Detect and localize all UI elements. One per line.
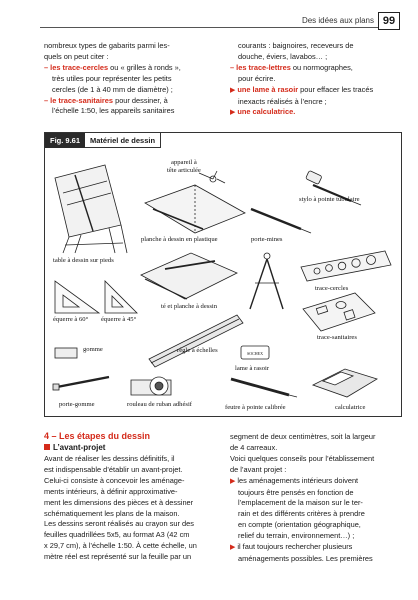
sanitary-template-illustration — [303, 293, 375, 331]
list-item: – le trace-sanitaires pour dessiner, à — [44, 95, 168, 105]
text-line: quels on peut citer : — [44, 51, 109, 61]
figure-illustrations — [45, 133, 403, 418]
list-term: les trace-lettres — [236, 62, 291, 72]
subsection-title — [44, 443, 105, 452]
bottom-left-column — [44, 454, 214, 563]
text-line: Les dessins seront réalisés au crayon sur des — [44, 519, 194, 529]
circle-template-illustration — [301, 251, 391, 281]
list-term: une lame à rasoir — [237, 84, 299, 94]
list-item — [230, 85, 392, 97]
drawing-table-illustration — [55, 165, 127, 253]
subsection-label: L’avant-projet — [53, 443, 106, 452]
text-line: très utiles pour représenter les petits — [52, 73, 172, 83]
mechanical-pencil-illustration — [251, 209, 311, 233]
red-triangle-bullet-icon: ▶ — [230, 544, 238, 552]
figure-drawing-materials — [44, 132, 402, 417]
text-line: schématiquement les plans de la maison. — [44, 508, 180, 518]
t-square-board-illustration — [141, 253, 237, 299]
caption-eraser: gomme — [83, 346, 103, 353]
caption-set-square-45: équerre à 45° — [101, 316, 137, 323]
scale-ruler-illustration — [149, 315, 243, 367]
eraser-holder-illustration — [53, 377, 109, 390]
list-term: le trace-sanitaires — [50, 95, 114, 105]
figure-number: Fig. 9.61 — [45, 133, 85, 148]
text-line: mètre réel est représenté sur la feuille par un — [44, 552, 192, 562]
text-line: l’échelle 1:50, les appareils sanitaires — [52, 106, 175, 116]
list-text: il faut toujours rechercher plusieurs — [237, 542, 353, 552]
list-item — [230, 107, 392, 119]
text-line: cercles (de 1 à 40 mm de diamètre) ; — [52, 84, 173, 94]
text-line: inexacts réalisés à l’encre ; — [238, 96, 327, 106]
top-left-column — [44, 41, 214, 117]
caption-plastic-board: planche à dessin en plastique — [141, 236, 218, 243]
text-line: ment les dimensions des pièces et à dessiner — [44, 497, 194, 507]
caption-circle-template: trace-cercles — [315, 285, 349, 292]
text-line: nombreux types de gabarits parmi les- — [44, 41, 170, 50]
red-square-icon — [44, 444, 50, 450]
tape-roll-illustration — [131, 377, 171, 395]
text-line: aménagements possibles. Les premières — [238, 553, 373, 563]
text-line: pour écrire. — [238, 73, 276, 83]
text-line: de 4 carreaux. — [230, 442, 278, 452]
text-line: Avant de réaliser les dessins définitifs, il — [44, 454, 175, 463]
page-number: 99 — [378, 12, 400, 30]
text-line: l’emplacement de la maison sur le ter- — [238, 498, 363, 508]
text-line: Celui-ci consiste à concevoir les aménage- — [44, 475, 185, 485]
caption-scale-ruler: règle à échelles — [177, 347, 218, 354]
articulated-head-illustration — [199, 171, 225, 183]
figure-title: Matériel de dessin — [85, 133, 161, 148]
red-triangle-bullet-icon: ▶ — [230, 86, 238, 94]
text-line: ments intérieurs, à définir approximative- — [44, 486, 178, 496]
text-line: douche, éviers, lavabos… ; — [238, 51, 328, 61]
list-term: une calculatrice. — [237, 107, 296, 117]
text-line: est indispensable d’établir un avant-projet. — [44, 464, 183, 474]
text-line: relief du terrain, environnement…) ; — [238, 531, 355, 541]
top-right-column — [230, 41, 392, 119]
list-item — [230, 476, 392, 488]
list-text: les aménagements intérieurs doivent — [237, 475, 359, 485]
plastic-board-illustration — [145, 185, 245, 233]
header-title: Des idées aux plans — [298, 16, 374, 25]
list-item: – les trace-cercles ou « grilles à ronds », — [44, 62, 181, 72]
caption-set-square-60: équerre à 60° — [53, 316, 89, 323]
text-line: courants : baignoires, receveurs de — [238, 41, 354, 50]
running-header — [40, 14, 400, 32]
set-square-60-illustration — [55, 281, 99, 313]
text-line: de l’avant projet : — [230, 464, 287, 474]
caption-fine-tip-pen: stylo à pointe tubulaire — [299, 196, 360, 203]
text-line: feuilles quadrillées 5x5, au format A3 (42 cm — [44, 530, 190, 540]
text-line: rain et des différents critères à prendre — [238, 509, 365, 519]
caption-t-square-board: té et planche à dessin — [161, 303, 218, 310]
text-line: en compte (orientation géographique, — [238, 520, 361, 530]
list-text: pour dessiner, à — [113, 95, 168, 105]
list-text: ou normographes, — [290, 62, 353, 72]
compass-illustration — [250, 253, 283, 309]
list-item: – les trace-lettres ou normographes, — [230, 62, 353, 72]
caption-sanitary-template: trace-sanitaires — [317, 334, 357, 341]
text-line: toujours être pensés en fonction de — [238, 487, 354, 497]
header-rule — [40, 27, 400, 28]
red-triangle-bullet-icon: ▶ — [230, 109, 238, 117]
text-line: segment de deux centimètres, soit la largeur — [230, 432, 376, 441]
bottom-right-column — [230, 432, 392, 565]
text-line: Voici quelques conseils pour l’établissement — [230, 453, 375, 463]
calculator-illustration — [313, 369, 377, 397]
set-square-45-illustration — [105, 281, 137, 313]
caption-tape-roll: rouleau de ruban adhésif — [127, 401, 192, 408]
caption-felt-pen: feutre à pointe calibrée — [225, 404, 286, 411]
list-text: pour effacer les tracés — [298, 84, 374, 94]
caption-eraser-holder: porte-gomme — [59, 401, 95, 408]
list-item — [230, 542, 392, 554]
red-triangle-bullet-icon: ▶ — [230, 477, 238, 485]
caption-razor-blade: lame à rasoir — [235, 365, 270, 372]
eraser-illustration — [55, 348, 77, 358]
list-text: ou « grilles à ronds », — [108, 62, 181, 72]
caption-mechanical-pencil: porte-mines — [251, 236, 283, 243]
text-line: x 29,7 cm), à l’échelle 1:50. À cette échelle, un — [44, 541, 197, 551]
caption-articulated-head: appareil à tête articulée — [167, 159, 201, 174]
list-term: les trace-cercles — [50, 62, 109, 72]
felt-pen-illustration — [231, 379, 297, 397]
figure-label — [45, 133, 161, 148]
caption-calculator: calculatrice — [335, 404, 366, 411]
caption-drawing-table: table à dessin sur pieds — [53, 257, 114, 264]
razor-brand-label: SOCHEX — [246, 351, 263, 356]
section-title: 4 – Les étapes du dessin — [44, 431, 151, 441]
